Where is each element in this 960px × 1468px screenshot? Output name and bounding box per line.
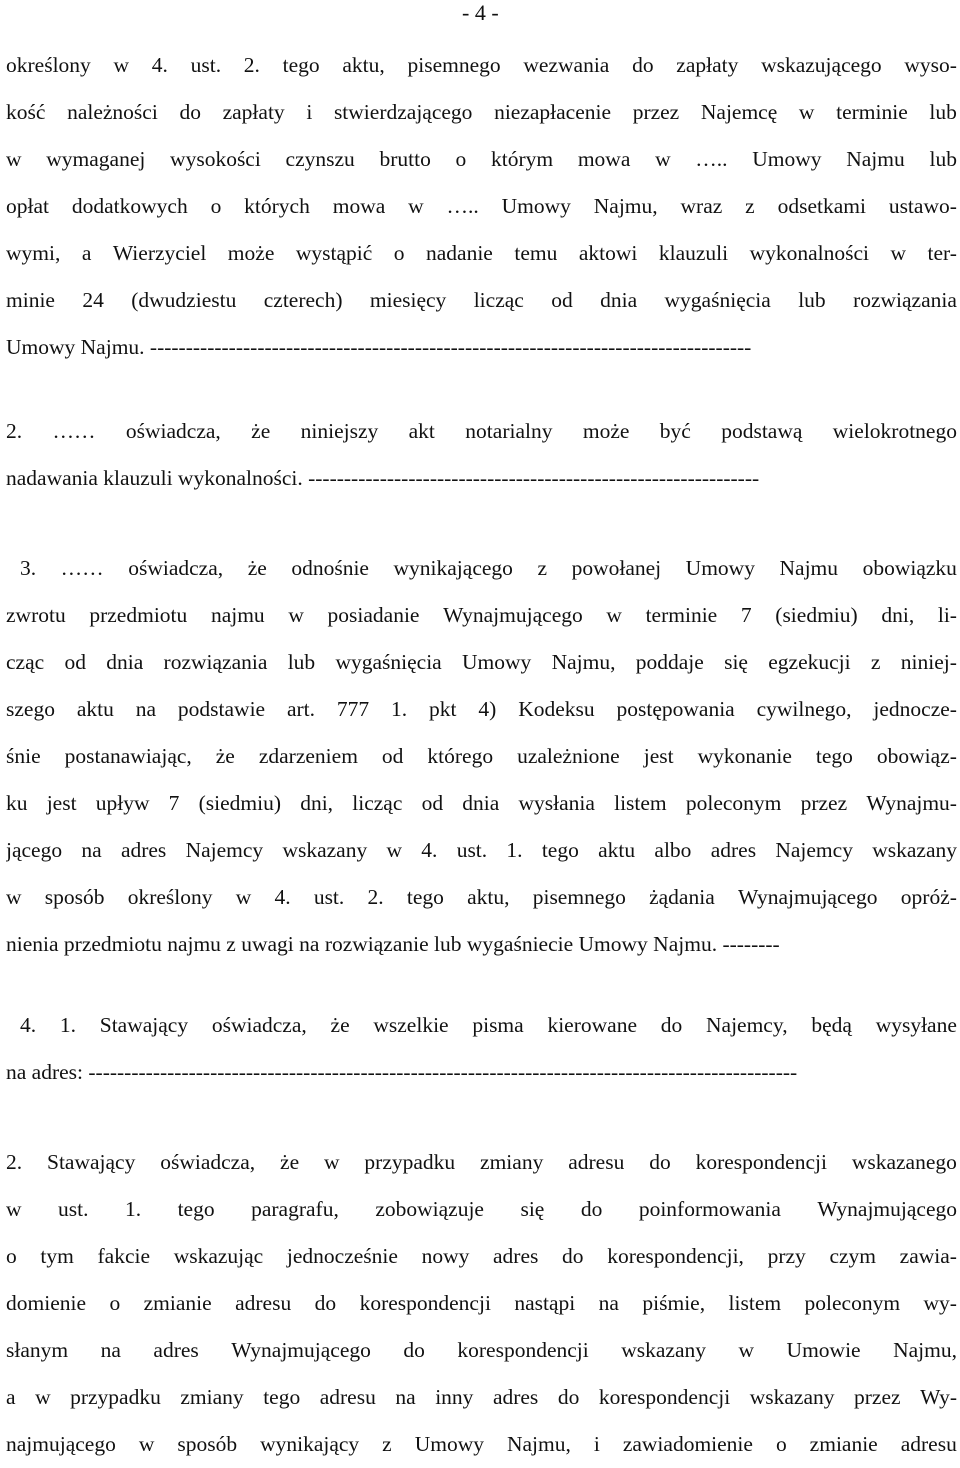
text-line: 2. Stawający oświadcza, że w przypadku zmiany adresu do korespondencji wskazanego [6, 1150, 957, 1174]
text-line: o tym fakcie wskazując jednocześnie nowy adres do korespondencji, przy czym zawia- [6, 1244, 957, 1268]
text-line: jącego na adres Najemcy wskazany w 4. ust. 1. tego aktu albo adres Najemcy wskazany [6, 838, 957, 862]
text-line: opłat dodatkowych o których mowa w ….. Umowy Najmu, wraz z odsetkami ustawo- [6, 194, 957, 218]
text-line: minie 24 (dwudziestu czterech) miesięcy licząc od dnia wygaśnięcia lub rozwiązania [6, 288, 957, 312]
text-line: w wymaganej wysokości czynszu brutto o którym mowa w ….. Umowy Najmu lub [6, 147, 957, 171]
text-line: śnie postanawiając, że zdarzeniem od którego uzależnione jest wykonanie tego obowiąz- [6, 744, 957, 768]
text-line: Umowy Najmu. ------------------------------------------------------------------------------------ [6, 335, 752, 359]
text-line: w sposób określony w 4. ust. 2. tego aktu, pisemnego żądania Wynajmującego opróż- [6, 885, 957, 909]
text-line: 3. …… oświadcza, że odnośnie wynikającego z powołanej Umowy Najmu obowiązku [20, 556, 957, 580]
text-line: nienia przedmiotu najmu z uwagi na rozwiązanie lub wygaśniecie Umowy Najmu. -------- [6, 932, 780, 956]
text-line: najmującego w sposób wynikający z Umowy Najmu, i zawiadomienie o zmianie adresu [6, 1432, 957, 1456]
paragraph-4-2-continued [6, 42, 957, 371]
text-line: cząc od dnia rozwiązania lub wygaśnięcia Umowy Najmu, poddaje się egzekucji z niniej- [6, 650, 957, 674]
text-line: 4. 1. Stawający oświadcza, że wszelkie pisma kierowane do Najemcy, będą wysyłane [20, 1013, 957, 1037]
text-line: na adres: --------------------------------------------------------------------------------------------------- [6, 1060, 798, 1084]
text-line: zwrotu przedmiotu najmu w posiadanie Wynajmującego w terminie 7 (siedmiu) dni, li- [6, 603, 957, 627]
text-line: w ust. 1. tego paragrafu, zobowiązuje się do poinformowania Wynajmującego [6, 1197, 957, 1221]
text-line: a w przypadku zmiany tego adresu na inny adres do korespondencji wskazany przez Wy- [6, 1385, 957, 1409]
text-line: określony w 4. ust. 2. tego aktu, pisemnego wezwania do zapłaty wskazującego wyso- [6, 53, 957, 77]
paragraph-4-2-change-of-address [6, 1139, 957, 1468]
paragraph-3-return-obligation [6, 545, 957, 968]
text-line: ku jest upływ 7 (siedmiu) dni, licząc od dnia wysłania listem poleconym przez Wynajmu- [6, 791, 957, 815]
text-line: domienie o zmianie adresu do korespondencji nastąpi na piśmie, listem poleconym wy- [6, 1291, 957, 1315]
text-line: kość należności do zapłaty i stwierdzającego niezapłacenie przez Najemcę w terminie lub [6, 100, 957, 124]
paragraph-4-1-address [6, 1002, 957, 1096]
paragraph-2-enforcement [6, 408, 957, 502]
text-line: słanym na adres Wynajmującego do korespondencji wskazany w Umowie Najmu, [6, 1338, 957, 1362]
page-number: - 4 - [462, 0, 499, 25]
text-line: 2. …… oświadcza, że niniejszy akt notarialny może być podstawą wielokrotnego [6, 419, 957, 443]
text-line: nadawania klauzuli wykonalności. --------------------------------------------------------------- [6, 466, 760, 490]
text-line: szego aktu na podstawie art. 777 1. pkt 4) Kodeksu postępowania cywilnego, jednocze- [6, 697, 957, 721]
text-line: wymi, a Wierzyciel może wystąpić o nadanie temu aktowi klauzuli wykonalności w ter- [6, 241, 957, 265]
